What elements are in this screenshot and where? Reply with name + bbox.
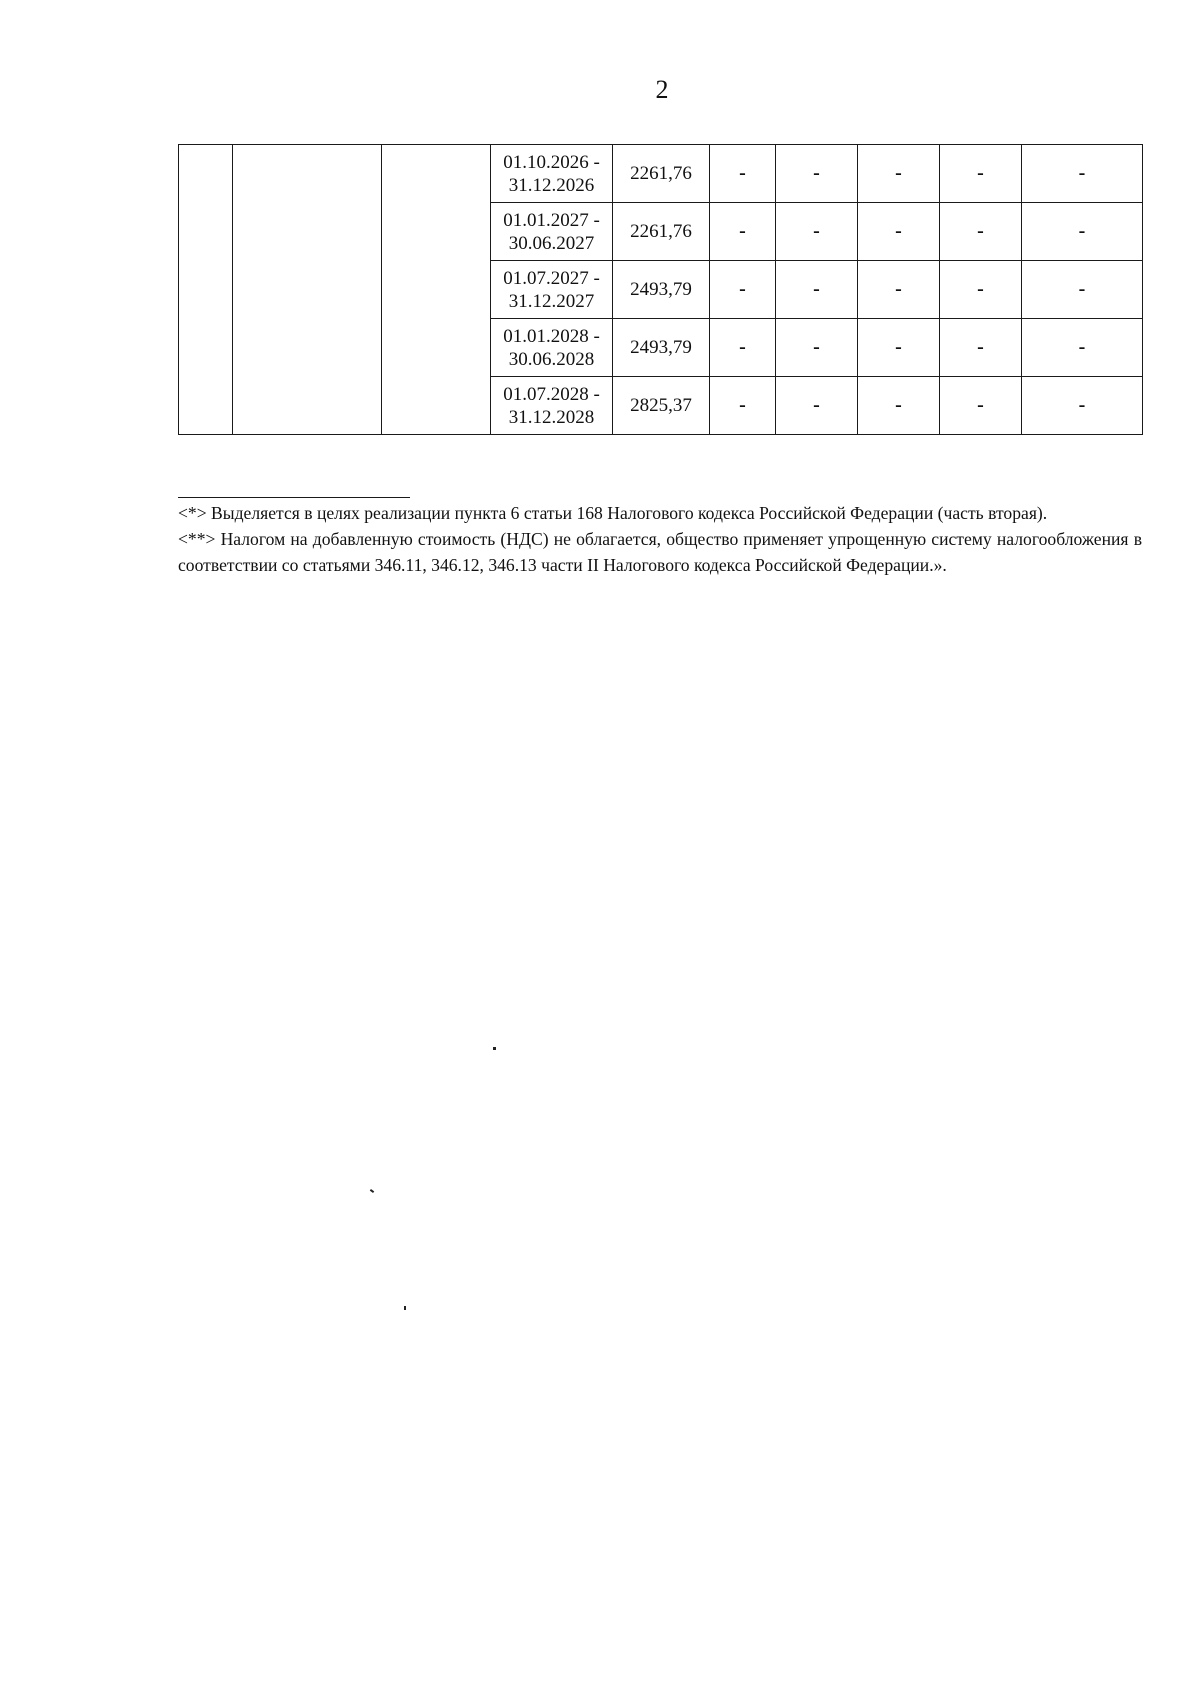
empty-value-cell: - (776, 319, 858, 377)
empty-value-cell: - (710, 203, 776, 261)
empty-value-cell: - (858, 261, 940, 319)
empty-value-cell: - (940, 145, 1022, 203)
empty-value-cell: - (1022, 319, 1143, 377)
period-cell: 01.07.2027 - 31.12.2027 (491, 261, 613, 319)
empty-value-cell: - (940, 261, 1022, 319)
empty-value-cell: - (776, 377, 858, 435)
footnote-vat-allocation: <*> Выделяется в целях реализации пункта 6 статьи 168 Налогового кодекса Российской Федерации (часть вторая). (178, 503, 1048, 523)
footnotes (178, 500, 1142, 578)
organization-cell (233, 145, 382, 435)
empty-value-cell: - (710, 145, 776, 203)
footnote-vat-exemption: <**> Налогом на добавленную стоимость (НДС) не облагается, общество применяет упрощенную систему налогообложения в соответствии со статьями 346.11, 346.12, 346.13 части II Налогового кодекса Российской Федерации.». (178, 529, 1142, 575)
empty-value-cell: - (858, 145, 940, 203)
empty-value-cell: - (1022, 203, 1143, 261)
period-cell: 01.10.2026 - 31.12.2026 (491, 145, 613, 203)
scan-speck (493, 1047, 496, 1050)
period-cell: 01.07.2028 - 31.12.2028 (491, 377, 613, 435)
empty-value-cell: - (776, 145, 858, 203)
empty-value-cell: - (858, 377, 940, 435)
tariff-table (178, 144, 1143, 435)
footnote-divider (178, 497, 410, 498)
period-cell: 01.01.2028 - 30.06.2028 (491, 319, 613, 377)
empty-value-cell: - (940, 203, 1022, 261)
empty-value-cell: - (1022, 145, 1143, 203)
tariff-value-cell: 2493,79 (613, 261, 710, 319)
empty-value-cell: - (1022, 377, 1143, 435)
empty-value-cell: - (776, 261, 858, 319)
tariff-value-cell: 2825,37 (613, 377, 710, 435)
tariff-value-cell: 2261,76 (613, 145, 710, 203)
scan-speck (370, 1189, 374, 1193)
empty-value-cell: - (858, 319, 940, 377)
scan-speck (404, 1306, 406, 1310)
empty-value-cell: - (940, 377, 1022, 435)
tariff-value-cell: 2493,79 (613, 319, 710, 377)
empty-value-cell: - (710, 261, 776, 319)
empty-value-cell: - (710, 377, 776, 435)
page-number: 2 (655, 75, 669, 104)
empty-value-cell: - (940, 319, 1022, 377)
table-row (179, 145, 1143, 203)
empty-value-cell: - (858, 203, 940, 261)
empty-value-cell: - (1022, 261, 1143, 319)
period-cell: 01.01.2027 - 30.06.2027 (491, 203, 613, 261)
category-cell (382, 145, 491, 435)
empty-value-cell: - (710, 319, 776, 377)
row-number-cell (179, 145, 233, 435)
tariff-value-cell: 2261,76 (613, 203, 710, 261)
empty-value-cell: - (776, 203, 858, 261)
